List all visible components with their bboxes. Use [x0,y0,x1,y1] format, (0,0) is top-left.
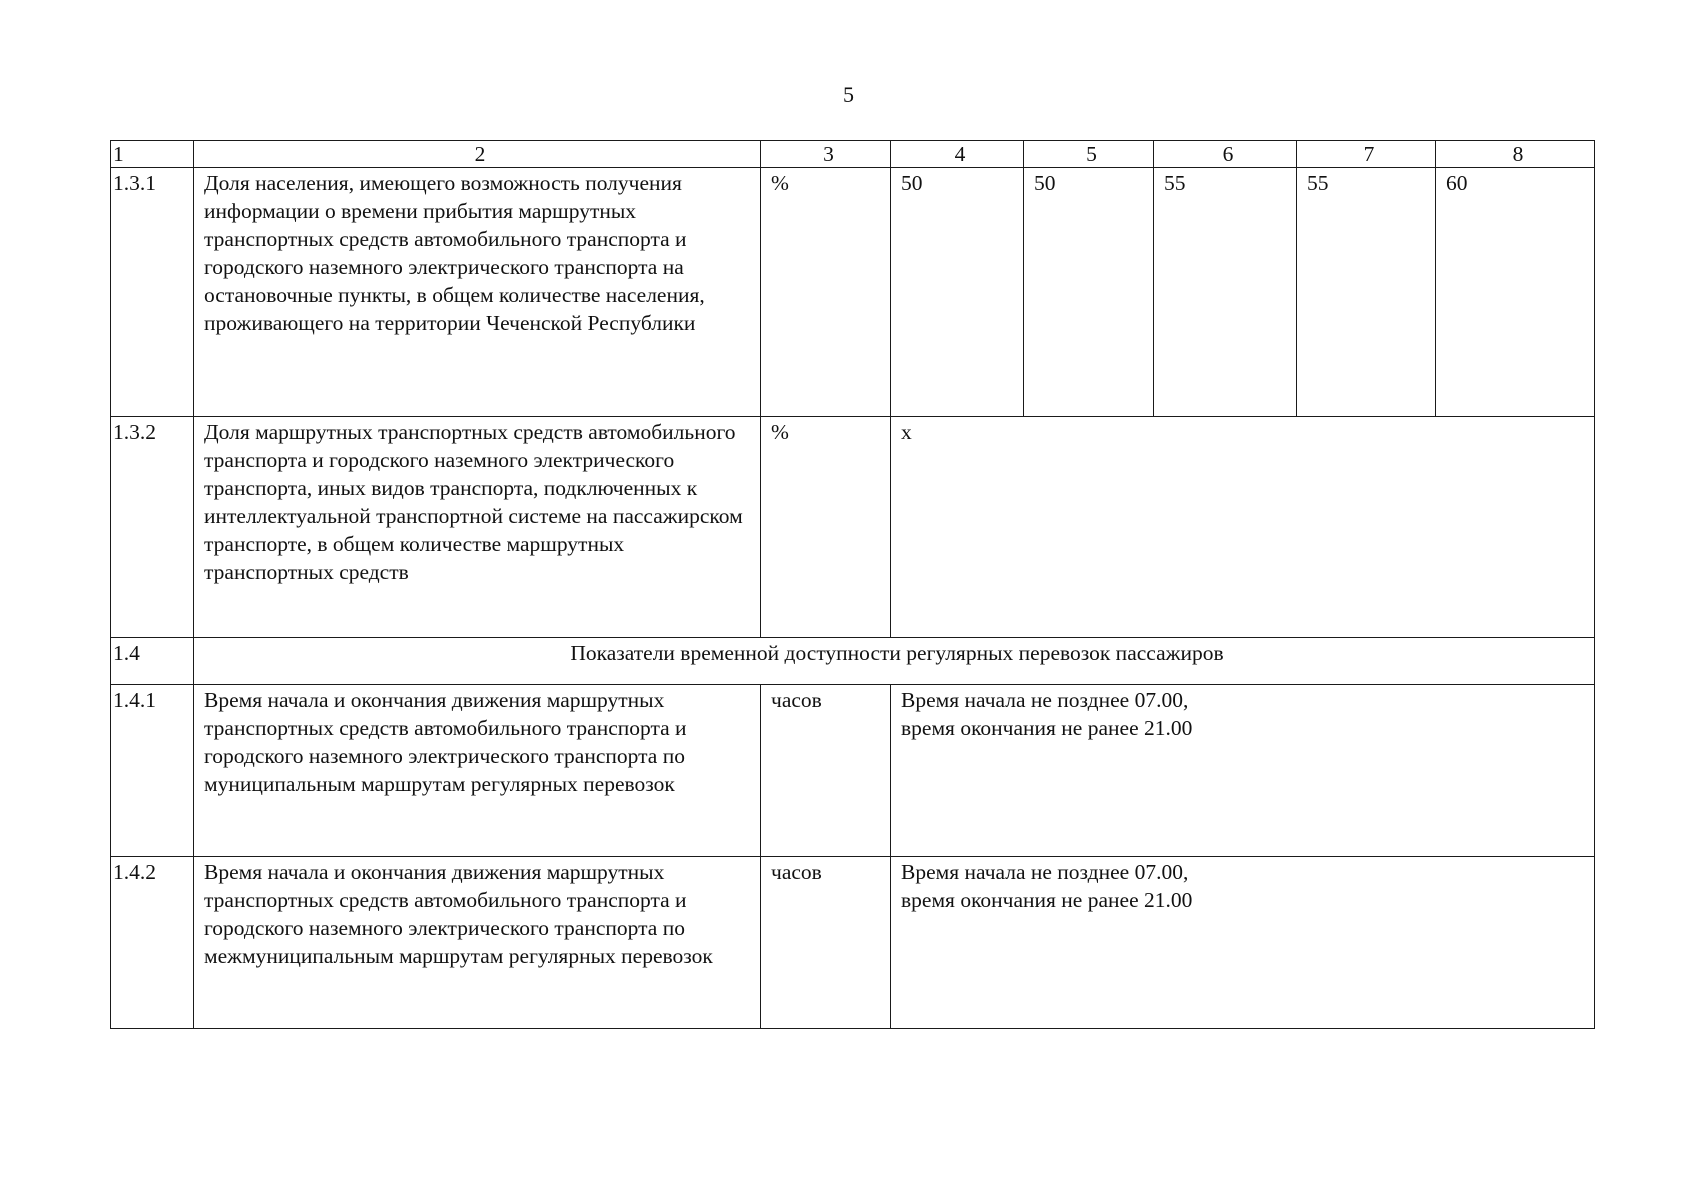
value-cell: 55 [1297,168,1436,417]
table-row [111,417,1595,638]
indicator-name: Доля населения, имеющего возможность получения информации о времени прибытия маршрутных транспортных средств автомобильного транспорта и городского наземного электрического транспорта на остановочные пункты, в общем количестве населения, проживающего на территории Чеченской Республики [194,168,761,417]
value-cell: 60 [1436,168,1595,417]
indicator-name: Время начала и окончания движения маршрутных транспортных средств автомобильного транспорта и городского наземного электрического транспорта по муниципальным маршрутам регулярных перевозок [194,685,761,857]
merged-value-cell: х [891,417,1595,638]
column-header: 8 [1436,141,1595,168]
merged-value-cell [891,857,1595,1029]
merged-value-cell [891,685,1595,857]
row-number: 1.3.2 [111,417,194,638]
value-line: время окончания не ранее 21.00 [901,716,1193,740]
row-number: 1.4.1 [111,685,194,857]
value-line: Время начала не позднее 07.00, [901,688,1189,712]
unit-cell: % [761,168,891,417]
table-row [111,168,1595,417]
section-title: Показатели временной доступности регулярных перевозок пассажиров [194,638,1595,685]
column-header: 6 [1154,141,1297,168]
value-cell: 50 [1024,168,1154,417]
indicators-table [110,140,1595,1029]
column-header: 2 [194,141,761,168]
indicator-name: Доля маршрутных транспортных средств автомобильного транспорта и городского наземного электрического транспорта, иных видов транспорта, подключенных к интеллектуальной транспортной системе на пассажирском транспорте, в общем количестве маршрутных транспортных средств [194,417,761,638]
row-number: 1.4 [111,638,194,685]
row-number: 1.4.2 [111,857,194,1029]
value-cell: 50 [891,168,1024,417]
column-header: 7 [1297,141,1436,168]
row-number: 1.3.1 [111,168,194,417]
value-cell: 55 [1154,168,1297,417]
page-number: 5 [843,82,854,107]
column-header: 3 [761,141,891,168]
column-header: 4 [891,141,1024,168]
section-row [111,638,1595,685]
value-line: Время начала не позднее 07.00, [901,860,1189,884]
table-row [111,857,1595,1029]
value-line: время окончания не ранее 21.00 [901,888,1193,912]
table-header-row [111,141,1595,168]
indicator-name: Время начала и окончания движения маршрутных транспортных средств автомобильного транспорта и городского наземного электрического транспорта по межмуниципальным маршрутам регулярных перевозок [194,857,761,1029]
unit-cell: % [761,417,891,638]
column-header: 1 [111,141,194,168]
unit-cell: часов [761,685,891,857]
column-header: 5 [1024,141,1154,168]
unit-cell: часов [761,857,891,1029]
table-row [111,685,1595,857]
